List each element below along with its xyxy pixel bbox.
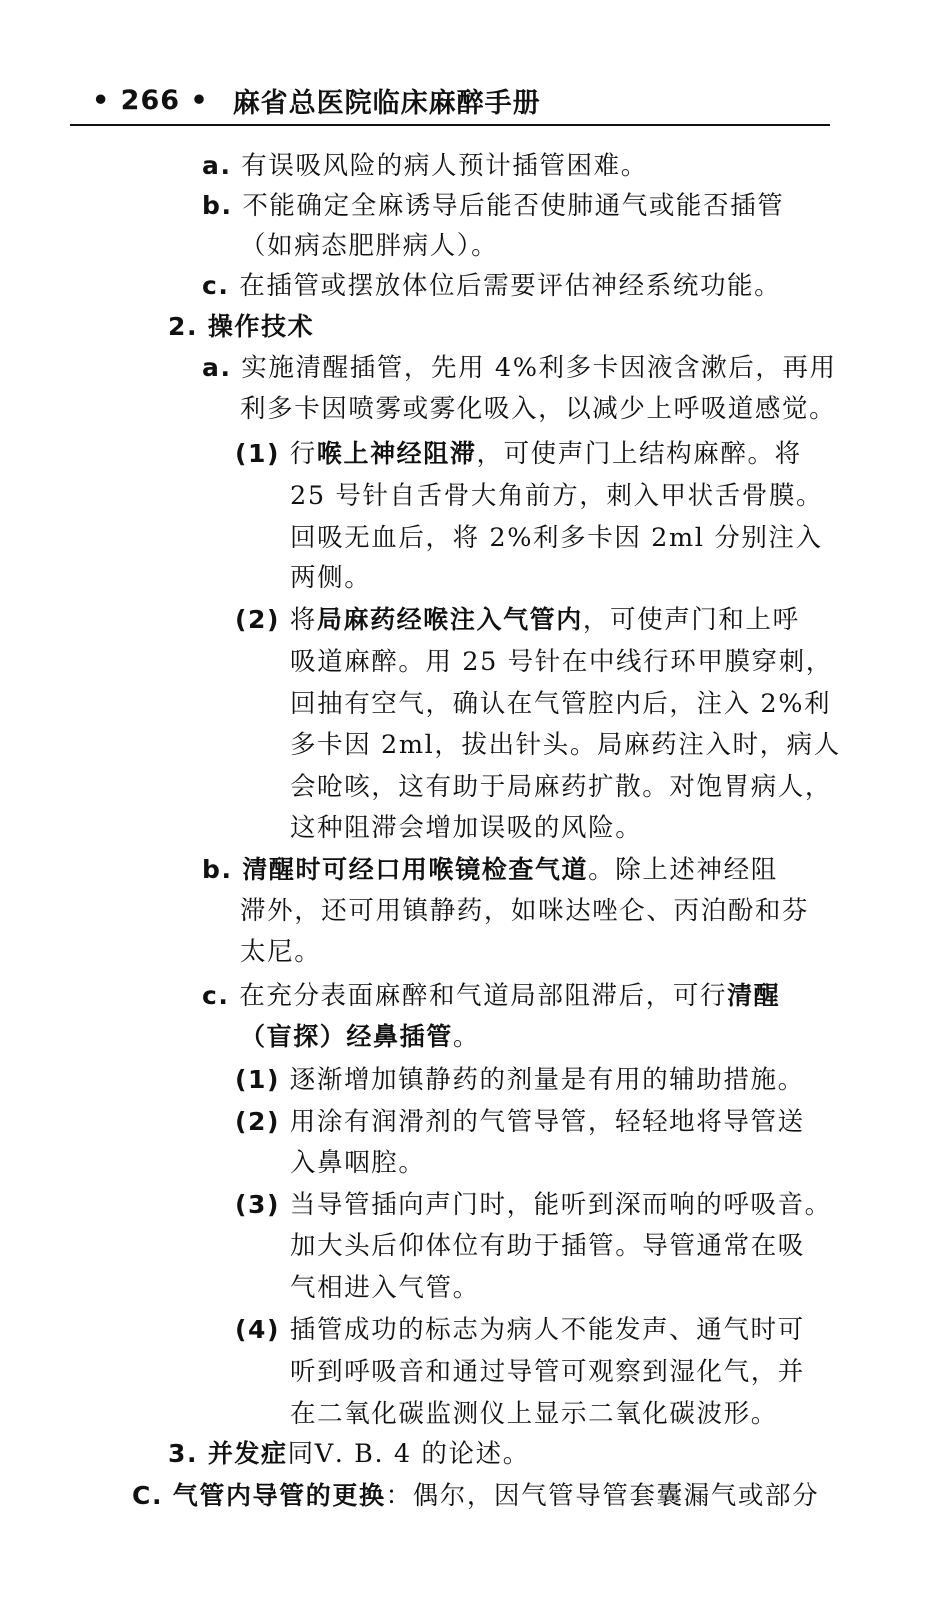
- list-item-c: [202, 266, 781, 306]
- item-text: 加大头后仰体位有助于插管。导管通常在吸: [290, 1231, 805, 1261]
- sub-item-3-continued: [290, 1226, 805, 1266]
- book-title: 麻省总医院临床麻醉手册: [232, 87, 541, 119]
- sub-item-1-continued: [290, 558, 371, 598]
- item-text: 入鼻咽腔。: [290, 1148, 426, 1178]
- emphasis: 并发症: [207, 1439, 288, 1468]
- emphasis: （盲探）经鼻插管: [240, 1022, 453, 1051]
- text-run: 。除上述神经阻: [588, 855, 778, 885]
- item-text: 利多卡因喷雾或雾化吸入，以减少上呼吸道感觉。: [240, 394, 837, 424]
- sub-item-label: (2): [235, 1107, 281, 1136]
- item-text: 这种阻滞会增加误吸的风险。: [290, 813, 643, 843]
- item-label: a.: [202, 151, 232, 180]
- sub-item-2-continued: [290, 725, 841, 765]
- sub-item-2-continued: [290, 642, 833, 682]
- list-item-c-continued: [240, 1017, 480, 1057]
- sub-item-2: [235, 1102, 805, 1142]
- item-label: b.: [202, 855, 233, 884]
- sub-item-4-continued: [290, 1394, 778, 1434]
- header-rule: [70, 124, 830, 126]
- list-item-c: [202, 976, 780, 1016]
- text-run: 将: [289, 605, 317, 635]
- sub-item-2: [235, 600, 800, 640]
- sub-item-2-continued: [290, 684, 831, 724]
- item-text: 当导管插向声门时，能听到深而响的呼吸音。: [289, 1190, 832, 1220]
- text-run: 行: [289, 439, 317, 469]
- list-item-b-continued: [240, 891, 809, 931]
- text-run: ：偶尔，因气管导管套囊漏气或部分: [385, 1481, 820, 1511]
- sub-item-label: (1): [235, 1065, 281, 1094]
- section-heading: [168, 307, 314, 347]
- list-item-b: [202, 850, 778, 890]
- emphasis: 清醒: [727, 981, 781, 1010]
- item-text: 不能确定全麻诱导后能否使肺通气或能否插管: [242, 191, 785, 221]
- item-text: 在二氧化碳监测仪上显示二氧化碳波形。: [290, 1399, 778, 1429]
- sub-item-4: [235, 1310, 805, 1350]
- item-label: a.: [202, 353, 232, 382]
- page-number: • 266 •: [92, 84, 209, 116]
- item-label: c.: [202, 981, 230, 1010]
- sub-item-label: (4): [235, 1315, 281, 1344]
- text-run: ，可使声门上结构麻醉。将: [476, 439, 802, 469]
- sub-item-3: [235, 1185, 832, 1225]
- sub-item-label: (1): [235, 439, 281, 468]
- emphasis: 局麻药经喉注入气管内: [316, 605, 583, 634]
- section-number: 3.: [168, 1439, 199, 1468]
- item-text: 有误吸风险的病人预计插管困难。: [241, 151, 648, 181]
- item-text: 滞外，还可用镇静药，如咪达唑仑、丙泊酚和芬: [240, 896, 810, 926]
- item-text: 气相进入气管。: [290, 1273, 480, 1303]
- section-title: 操作技术: [207, 312, 315, 341]
- text-run: 。: [452, 1022, 480, 1052]
- item-text: 在插管或摆放体位后需要评估神经系统功能。: [239, 271, 782, 301]
- item-text: 插管成功的标志为病人不能发声、通气时可: [289, 1315, 805, 1345]
- list-item-b-continued: [240, 226, 498, 266]
- item-text: 实施清醒插管，先用 4%利多卡因液含漱后，再用: [241, 353, 837, 383]
- item-text: 太尼。: [240, 937, 322, 967]
- sub-item-2-continued: [290, 1143, 426, 1183]
- sub-item-1: [235, 1060, 805, 1100]
- section-C: [132, 1476, 819, 1516]
- sub-item-1-continued: [290, 476, 823, 516]
- item-text: 听到呼吸音和通过导管可观察到湿化气，并: [290, 1357, 805, 1387]
- text-run: 在充分表面麻醉和气道局部阻滞后，可行: [239, 981, 728, 1011]
- item-text: 吸道麻醉。用 25 号针在中线行环甲膜穿刺，: [290, 647, 833, 677]
- section-number: 2.: [168, 312, 199, 341]
- item-label: b.: [202, 191, 233, 220]
- item-text: 回吸无血后，将 2%利多卡因 2ml 分别注入: [290, 523, 823, 553]
- sub-item-3-continued: [290, 1268, 480, 1308]
- sub-item-2-continued: [290, 808, 642, 848]
- list-item-a: [202, 348, 837, 388]
- item-text: 回抽有空气，确认在气管腔内后，注入 2%利: [290, 689, 832, 719]
- sub-item-1: [235, 434, 802, 474]
- item-text: 两侧。: [290, 563, 372, 593]
- item-text: 多卡因 2ml，拔出针头。局麻药注入时，病人: [290, 730, 841, 760]
- list-item-a-continued: [240, 389, 836, 429]
- item-text: 逐渐增加镇静药的剂量是有用的辅助措施。: [289, 1065, 805, 1095]
- list-item-b: [202, 186, 784, 226]
- text-run: 同Ⅴ. B. 4 的论述。: [287, 1439, 530, 1469]
- page-header: [92, 78, 832, 122]
- item-text: 用涂有润滑剂的气管导管，轻轻地将导管送: [289, 1107, 805, 1137]
- item-text: 25 号针自舌骨大角前方，刺入甲状舌骨膜。: [290, 481, 824, 511]
- sub-item-label: (3): [235, 1190, 281, 1219]
- emphasis: 喉上神经阻滞: [316, 439, 477, 468]
- sub-item-1-continued: [290, 518, 823, 558]
- sub-item-4-continued: [290, 1352, 805, 1392]
- item-text: 会呛咳，这有助于局麻药扩散。对饱胃病人，: [290, 772, 833, 802]
- item-text: （如病态肥胖病人）。: [240, 231, 499, 261]
- emphasis: 气管内导管的更换: [172, 1481, 386, 1510]
- emphasis: 清醒时可经口用喉镜检查气道: [242, 855, 589, 884]
- sub-item-2-continued: [290, 767, 832, 807]
- item-label: c.: [202, 271, 230, 300]
- section-3: [168, 1434, 530, 1474]
- list-item-a: [202, 146, 648, 186]
- list-item-b-continued: [240, 932, 321, 972]
- section-letter: C.: [132, 1481, 164, 1510]
- sub-item-label: (2): [235, 605, 281, 634]
- text-run: ，可使声门和上呼: [582, 605, 800, 635]
